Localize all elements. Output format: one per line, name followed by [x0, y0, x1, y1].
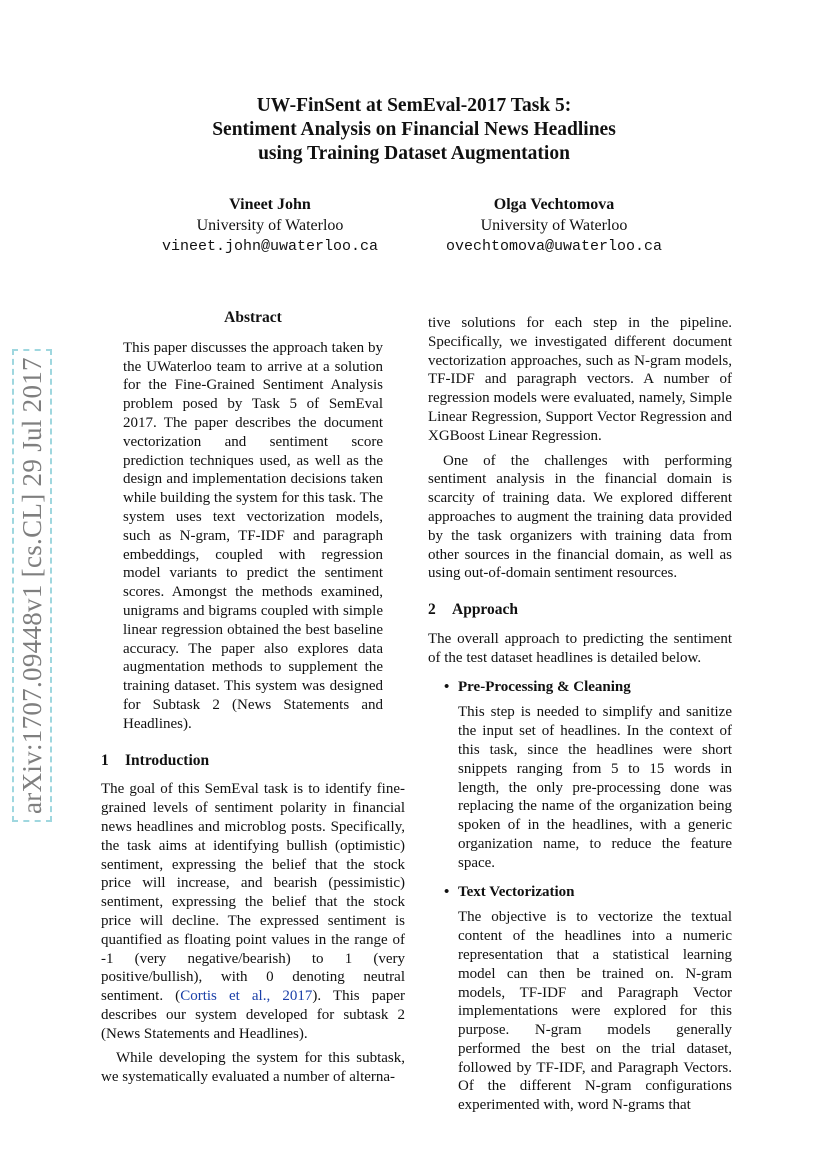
intro-paragraph-1 — [101, 780, 405, 1043]
intro-paragraph-2-continued: tive solutions for each step in the pipeline. Specifically, we investigated different document vectorization approaches, such as N-gram models, TF-IDF and paragraph vectors. A number of regression models were evaluated, namely, Simple Linear Regression, Support Vector Regression and XGBoost Linear Regression. — [428, 315, 732, 444]
intro-paragraph-3: One of the challenges with performing sentiment analysis in the financial domain is scarcity of training data. We explored different approaches to augment the training data provided by the task organizers with training data from other sources in the financial domain, as well as using out-of-domain sentiment resources. — [428, 452, 732, 582]
citation-link[interactable]: Cortis et al., 2017 — [180, 988, 313, 1005]
bullet-title: Pre-Processing & Cleaning — [458, 678, 631, 695]
title-line-3: using Training Dataset Augmentation — [258, 143, 570, 164]
author-name: Olga Vechtomova — [493, 196, 615, 213]
abstract-text: This paper discusses the approach taken by the UWaterloo team to arrive at a solution for the Fine-Grained Sentiment Analysis problem posed by Task 5 of SemEval 2017. The paper describes the document vectorization and sentiment score prediction techniques used, as well as the design and implementation decisions taken while building the system for this task. The system uses text vectorization models, such as N-gram, TF-IDF and paragraph embeddings, coupled with regression model variants to predict the sentiment scores. Amongst the methods examined, unigrams and bigrams coupled with simple linear regression obtained the best baseline accuracy. The paper also explores data augmentation methods to supplement the training dataset. This system was designed for Subtask 2 (News Statements and Headlines). — [123, 339, 383, 732]
section-number: 2 — [428, 601, 436, 619]
bullet-title: Text Vectorization — [458, 883, 575, 900]
approach-intro: The overall approach to predicting the sentiment of the test dataset headlines is detailed below. — [428, 630, 732, 666]
bullet-dot-icon: • — [444, 678, 450, 695]
paper-title — [0, 94, 828, 166]
intro-paragraph-2: While developing the system for this subtask, we systematically evaluated a number of alterna- — [101, 1050, 405, 1086]
section-number: 1 — [101, 751, 109, 769]
section-title: Introduction — [125, 751, 210, 769]
arxiv-identifier-stamp[interactable]: arXiv:1707.09448v1 [cs.CL] 29 Jul 2017 — [12, 349, 52, 822]
intro-text: ). This paper describes our system developed for subtask 2 (News Statements and Headlines). — [101, 988, 406, 1042]
section-heading-introduction — [101, 752, 405, 771]
author-email[interactable]: ovechtomova@uwaterloo.ca — [445, 238, 663, 255]
abstract-heading: Abstract — [224, 309, 282, 326]
intro-text: The goal of this SemEval task is to identify fine-grained levels of sentiment polarity in financial news headlines and microblog posts. Specifically, the task aims at identifying bullish (optimistic) sentiment, expressing the belief that the stock price will increase, and bearish (pessimistic) sentiment, expressing the belief that the stock price will decline. The expressed sentiment is quantified as floating point values in the range of -1 (very negative/bearish) to 1 (very positive/bullish), with 0 denoting neutral sentiment. ( — [101, 781, 405, 1005]
bullet-dot-icon: • — [444, 883, 450, 900]
bullet-text: This step is needed to simplify and sanitize the input set of headlines. In the context of this task, since the headlines were short snippets ranging from 5 to 15 words in length, the only pre-processing done was replacing the name of the organization being spoken of in the headlines, with a generic organization name, to reduce the feature space. — [458, 704, 732, 871]
author-affiliation: University of Waterloo — [196, 217, 344, 234]
title-line-2: Sentiment Analysis on Financial News Headlines — [212, 119, 616, 140]
bullet-item — [428, 678, 732, 873]
author-block-2 — [404, 194, 704, 257]
bullet-text: The objective is to vectorize the textual content of the headlines into a numeric representation that a statistical learning model can then be trained on. N-gram models, TF-IDF and Paragraph Vector implementations were explored for this purpose. N-gram models generally performed the best on the trial dataset, followed by TF-IDF, and Paragraph Vectors. Of the different N-gram configurations experimented with, word N-grams that — [458, 909, 732, 1114]
section-heading-approach — [428, 601, 732, 620]
right-column — [428, 314, 732, 1115]
left-column — [101, 309, 405, 1087]
author-affiliation: University of Waterloo — [480, 217, 628, 234]
bullet-heading — [428, 883, 732, 902]
bullet-heading — [428, 678, 732, 697]
author-name: Vineet John — [229, 196, 311, 213]
author-block-1 — [120, 194, 420, 257]
bullet-item — [428, 883, 732, 1116]
author-email[interactable]: vineet.john@uwaterloo.ca — [161, 238, 379, 255]
title-line-1: UW-FinSent at SemEval-2017 Task 5: — [256, 95, 572, 116]
section-title: Approach — [452, 601, 519, 619]
